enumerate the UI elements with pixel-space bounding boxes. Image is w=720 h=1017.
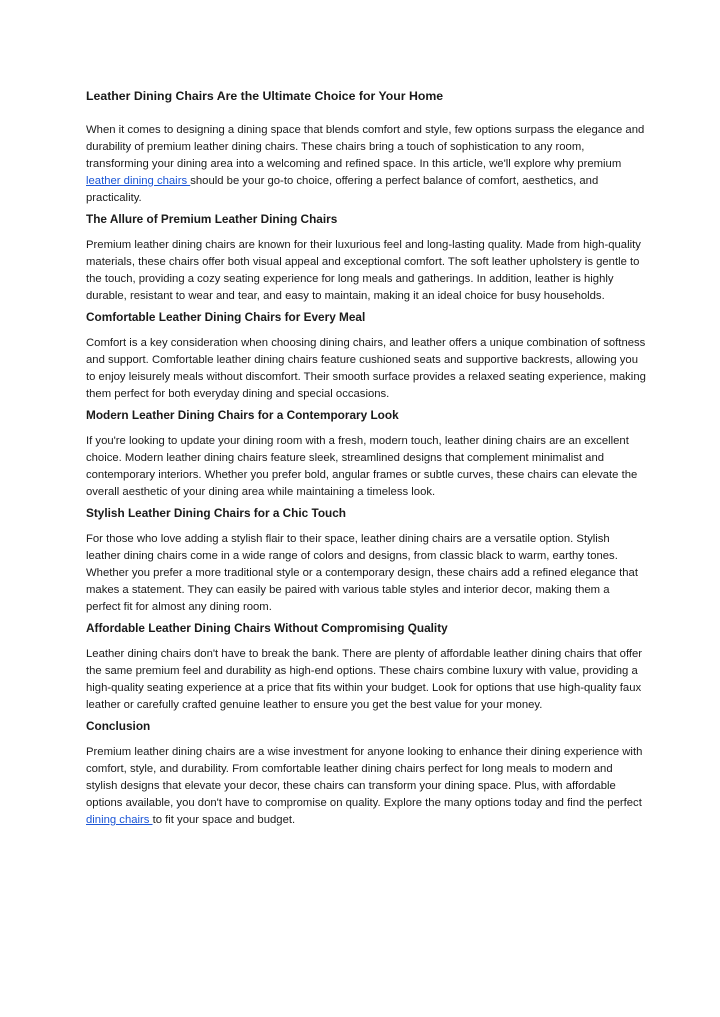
section-body-modern: If you're looking to update your dining room with a fresh, modern touch, leather dining chairs are an excellent choice. Modern leather dining chairs feature sleek, streamlined designs that complement minimalist and contemporary interiors. Whether you prefer bold, angular frames or subtle curves, these chairs can elevate the overall aesthetic of your dining area while maintaining a timeless look. xyxy=(86,435,638,498)
section-heading-stylish: Stylish Leather Dining Chairs for a Chic Touch xyxy=(86,506,347,520)
document-title: Leather Dining Chairs Are the Ultimate Choice for Your Home xyxy=(86,89,444,103)
section-heading-modern: Modern Leather Dining Chairs for a Contemporary Look xyxy=(86,408,399,422)
section-body-comfortable: Comfort is a key consideration when choosing dining chairs, and leather offers a unique combination of softness and support. Comfortable leather dining chairs feature cushioned seats and supportive backrests, allowing you to enjoy leisurely meals without discomfort. Their smooth surface provides a relaxed seating experience, making them perfect for both everyday dining and special occasions. xyxy=(86,337,646,400)
leather-dining-chairs-link[interactable]: leather dining chairs xyxy=(86,175,191,187)
section-body-affordable: Leather dining chairs don't have to break the bank. There are plenty of affordable leather dining chairs that offer the same premium feel and durability as high-end options. These chairs combine luxury with value, providing a high-quality seating experience at a price that fits within your budget. Look for options that use high-quality faux leather or carefully crafted genuine leather to ensure you get the best value for your money. xyxy=(86,648,643,711)
document-page xyxy=(86,88,646,833)
conclusion-paragraph xyxy=(86,744,646,829)
section-body-allure: Premium leather dining chairs are known for their luxurious feel and long-lasting quality. Made from high-quality materials, these chairs offer both visual appeal and exceptional comfort. The soft leather upholstery is gentle to the touch, providing a cozy seating experience for long meals and gatherings. In addition, leather is highly durable, resistant to wear and tear, and easy to maintain, making it an ideal choice for busy households. xyxy=(86,239,641,302)
conclusion-text-after-link: to fit your space and budget. xyxy=(152,814,296,826)
section-heading-allure: The Allure of Premium Leather Dining Chairs xyxy=(86,212,338,226)
intro-paragraph xyxy=(86,122,646,207)
conclusion-text-before-link: Premium leather dining chairs are a wise investment for anyone looking to enhance their dining experience with comfort, style, and durability. From comfortable leather dining chairs perfect for long meals to modern and stylish designs that elevate your decor, these chairs can transform your dining space. Plus, with affordable options available, you don't have to compromise on quality. Explore the many options today and find the perfect xyxy=(86,746,643,809)
dining-chairs-link[interactable]: dining chairs xyxy=(86,814,153,826)
section-heading-affordable: Affordable Leather Dining Chairs Without Compromising Quality xyxy=(86,621,448,635)
intro-text-before-link: When it comes to designing a dining space that blends comfort and style, few options surpass the elegance and durability of premium leather dining chairs. These chairs bring a touch of sophistication to any room, transforming your dining area into a welcoming and refined space. In this article, we'll explore why premium xyxy=(86,124,645,170)
section-body-stylish: For those who love adding a stylish flair to their space, leather dining chairs are a versatile option. Stylish leather dining chairs come in a wide range of colors and designs, from classic black to warm, earthy tones. Whether you prefer a more traditional style or a contemporary design, these chairs add a refined elegance that makes a statement. They can easily be paired with various table styles and interior decor, making them a perfect fit for almost any dining room. xyxy=(86,533,638,613)
section-heading-comfortable: Comfortable Leather Dining Chairs for Every Meal xyxy=(86,310,366,324)
intro-text-after-link: should be your go-to choice, offering a perfect balance of comfort, aesthetics, and practicality. xyxy=(86,175,599,204)
section-heading-conclusion: Conclusion xyxy=(86,719,151,733)
